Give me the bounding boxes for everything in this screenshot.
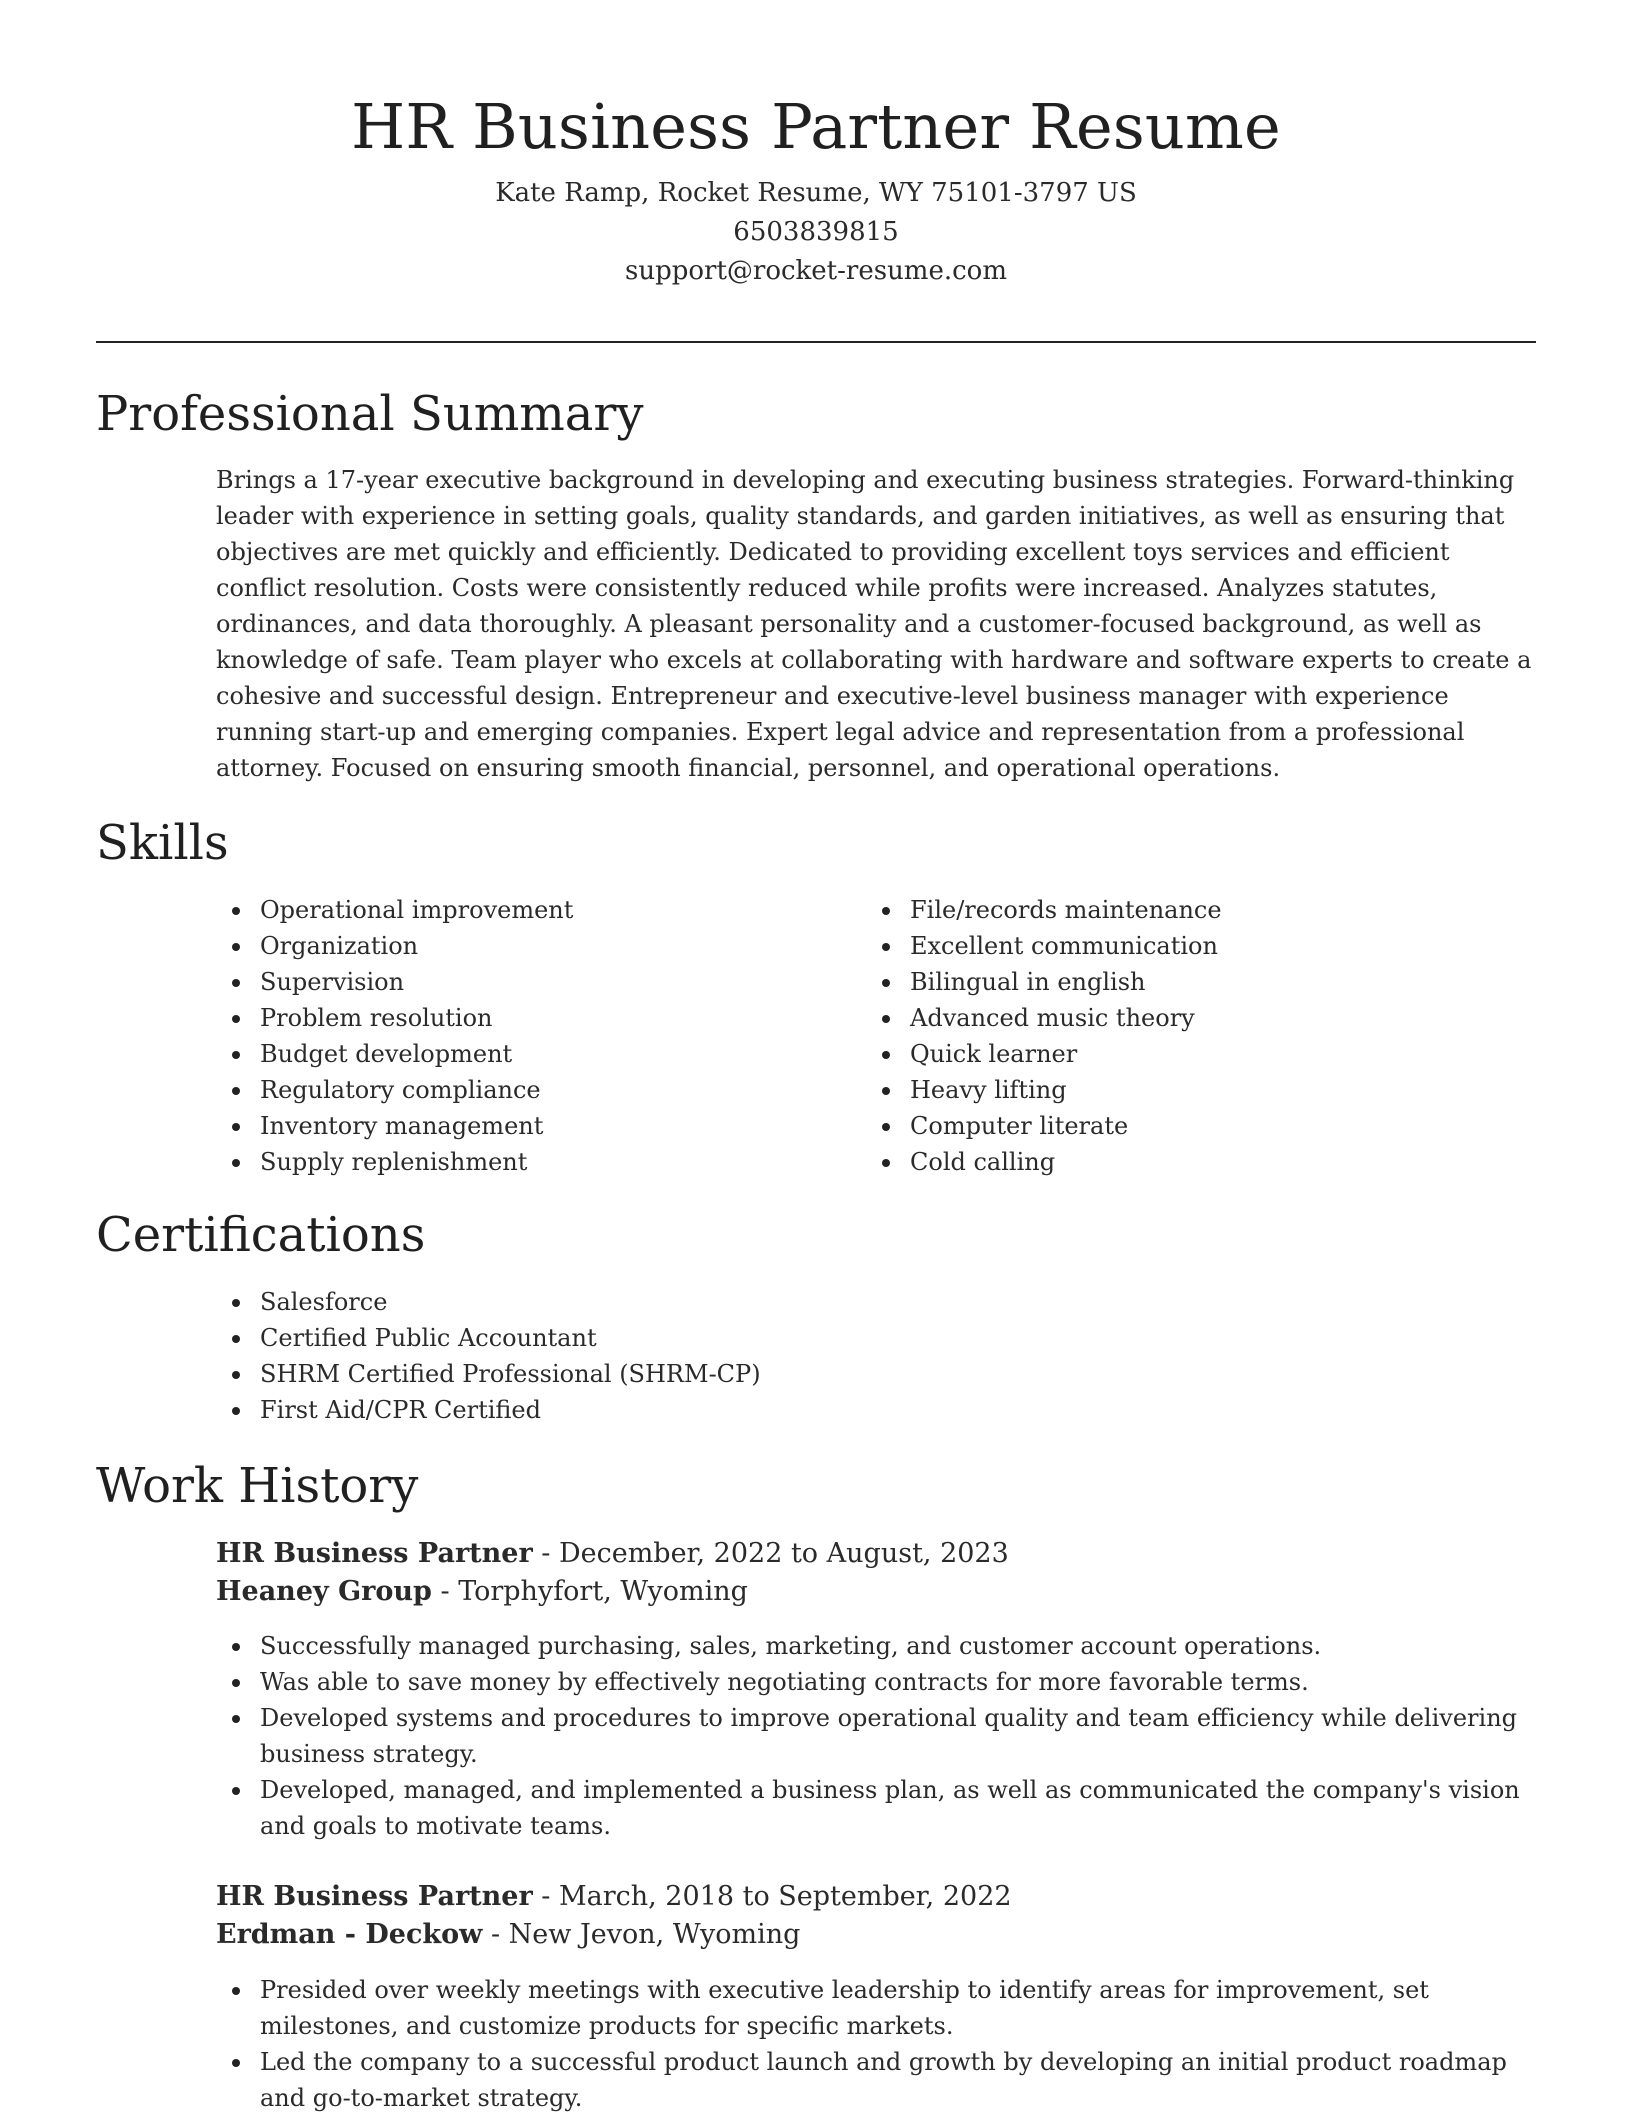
skills-heading: Skills bbox=[96, 815, 229, 871]
skills-list-left bbox=[216, 892, 856, 1180]
list-item: First Aid/CPR Certified bbox=[216, 1392, 1536, 1428]
job-bullets bbox=[216, 1628, 1536, 1844]
list-item: Excellent communication bbox=[866, 928, 1526, 964]
job-company-line bbox=[216, 1916, 1536, 1954]
job-bullets bbox=[216, 1972, 1536, 2112]
separator: - bbox=[532, 1881, 559, 1912]
certifications-heading: Certifications bbox=[96, 1207, 426, 1263]
job-title: HR Business Partner bbox=[216, 1538, 533, 1569]
list-item: Computer literate bbox=[866, 1108, 1526, 1144]
list-item: Developed systems and procedures to improve operational quality and team efficiency while delivering business strategy. bbox=[216, 1700, 1536, 1772]
job-company-line bbox=[216, 1573, 1536, 1611]
job-header bbox=[216, 1878, 1536, 1954]
separator: - bbox=[482, 1919, 509, 1950]
list-item: SHRM Certified Professional (SHRM-CP) bbox=[216, 1356, 1536, 1392]
list-item: Certified Public Accountant bbox=[216, 1320, 1536, 1356]
job-dates: December, 2022 to August, 2023 bbox=[558, 1538, 1009, 1569]
job-header bbox=[216, 1535, 1536, 1611]
list-item: Presided over weekly meetings with executive leadership to identify areas for improvement, set milestones, and customize products for specific markets. bbox=[216, 1972, 1536, 2044]
list-item: Cold calling bbox=[866, 1144, 1526, 1180]
list-item: Inventory management bbox=[216, 1108, 856, 1144]
list-item: Regulatory compliance bbox=[216, 1072, 856, 1108]
list-item: Supply replenishment bbox=[216, 1144, 856, 1180]
list-item: Organization bbox=[216, 928, 856, 964]
job-title: HR Business Partner bbox=[216, 1881, 533, 1912]
certifications-list bbox=[216, 1284, 1536, 1428]
job-location: Torphyfort, Wyoming bbox=[458, 1576, 748, 1607]
list-item: Quick learner bbox=[866, 1036, 1526, 1072]
work-history-heading: Work History bbox=[96, 1458, 419, 1514]
list-item: Problem resolution bbox=[216, 1000, 856, 1036]
list-item: Bilingual in english bbox=[866, 964, 1526, 1000]
job-company: Erdman - Deckow bbox=[216, 1919, 483, 1950]
summary-text: Brings a 17-year executive background in developing and executing business strategies. Forward-thinking leader with experience in setting goals, quality standards, and garden initiatives, as well as ensuring that objectives are met quickly and efficiently. Dedicated to providing excellent toys services and efficient conflict resolution. Costs were consistently reduced while profits were increased. Analyzes statutes, ordinances, and data thoroughly. A pleasant personality and a customer-focused background, as well as knowledge of safe. Team player who excels at collaborating with hardware and software experts to create a cohesive and successful design. Entrepreneur and executive-level business manager with experience running start-up and emerging companies. Expert legal advice and representation from a professional attorney. Focused on ensuring smooth financial, personnel, and operational operations. bbox=[216, 466, 1532, 782]
skills-list-right bbox=[866, 892, 1526, 1180]
list-item: Led the company to a successful product launch and growth by developing an initial product roadmap and go-to-market strategy. bbox=[216, 2044, 1536, 2112]
list-item: Salesforce bbox=[216, 1284, 1536, 1320]
contact-address: Kate Ramp, Rocket Resume, WY 75101-3797 US bbox=[495, 178, 1137, 208]
list-item: Developed, managed, and implemented a business plan, as well as communicated the company's vision and goals to motivate teams. bbox=[216, 1772, 1536, 1844]
list-item: Advanced music theory bbox=[866, 1000, 1526, 1036]
job-title-line bbox=[216, 1535, 1536, 1573]
list-item: Successfully managed purchasing, sales, marketing, and customer account operations. bbox=[216, 1628, 1536, 1664]
resume-title: HR Business Partner Resume bbox=[351, 90, 1281, 163]
list-item: Heavy lifting bbox=[866, 1072, 1526, 1108]
list-item: Was able to save money by effectively negotiating contracts for more favorable terms. bbox=[216, 1664, 1536, 1700]
list-item: Supervision bbox=[216, 964, 856, 1000]
job-location: New Jevon, Wyoming bbox=[508, 1919, 801, 1950]
job-dates: March, 2018 to September, 2022 bbox=[558, 1881, 1012, 1912]
list-item: Budget development bbox=[216, 1036, 856, 1072]
list-item: Operational improvement bbox=[216, 892, 856, 928]
summary-heading: Professional Summary bbox=[96, 386, 644, 442]
job-title-line bbox=[216, 1878, 1536, 1916]
separator: - bbox=[431, 1576, 459, 1607]
contact-email: support@rocket-resume.com bbox=[624, 256, 1007, 286]
header-divider bbox=[96, 341, 1536, 343]
resume-header bbox=[96, 84, 1536, 291]
list-item: File/records maintenance bbox=[866, 892, 1526, 928]
separator: - bbox=[532, 1538, 559, 1569]
contact-phone: 6503839815 bbox=[733, 217, 899, 247]
job-company: Heaney Group bbox=[216, 1576, 432, 1607]
